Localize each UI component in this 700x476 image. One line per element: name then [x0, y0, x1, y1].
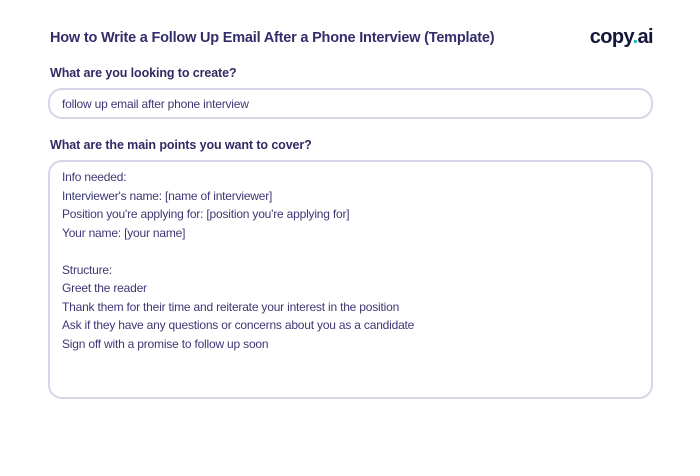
page-title: How to Write a Follow Up Email After a Phone Interview (Template) — [50, 29, 495, 46]
copyai-logo[interactable] — [590, 26, 653, 49]
main-points-label: What are the main points you want to cover? — [50, 138, 312, 152]
copyai-logo-ai: ai — [637, 26, 653, 48]
copyai-logo-copy: copy — [589, 26, 633, 48]
copyai-logo-dot: . — [632, 26, 638, 48]
create-question-label: What are you looking to create? — [50, 66, 237, 80]
main-points-textarea[interactable] — [48, 160, 653, 399]
header — [48, 26, 653, 49]
create-question-input[interactable] — [48, 88, 653, 119]
